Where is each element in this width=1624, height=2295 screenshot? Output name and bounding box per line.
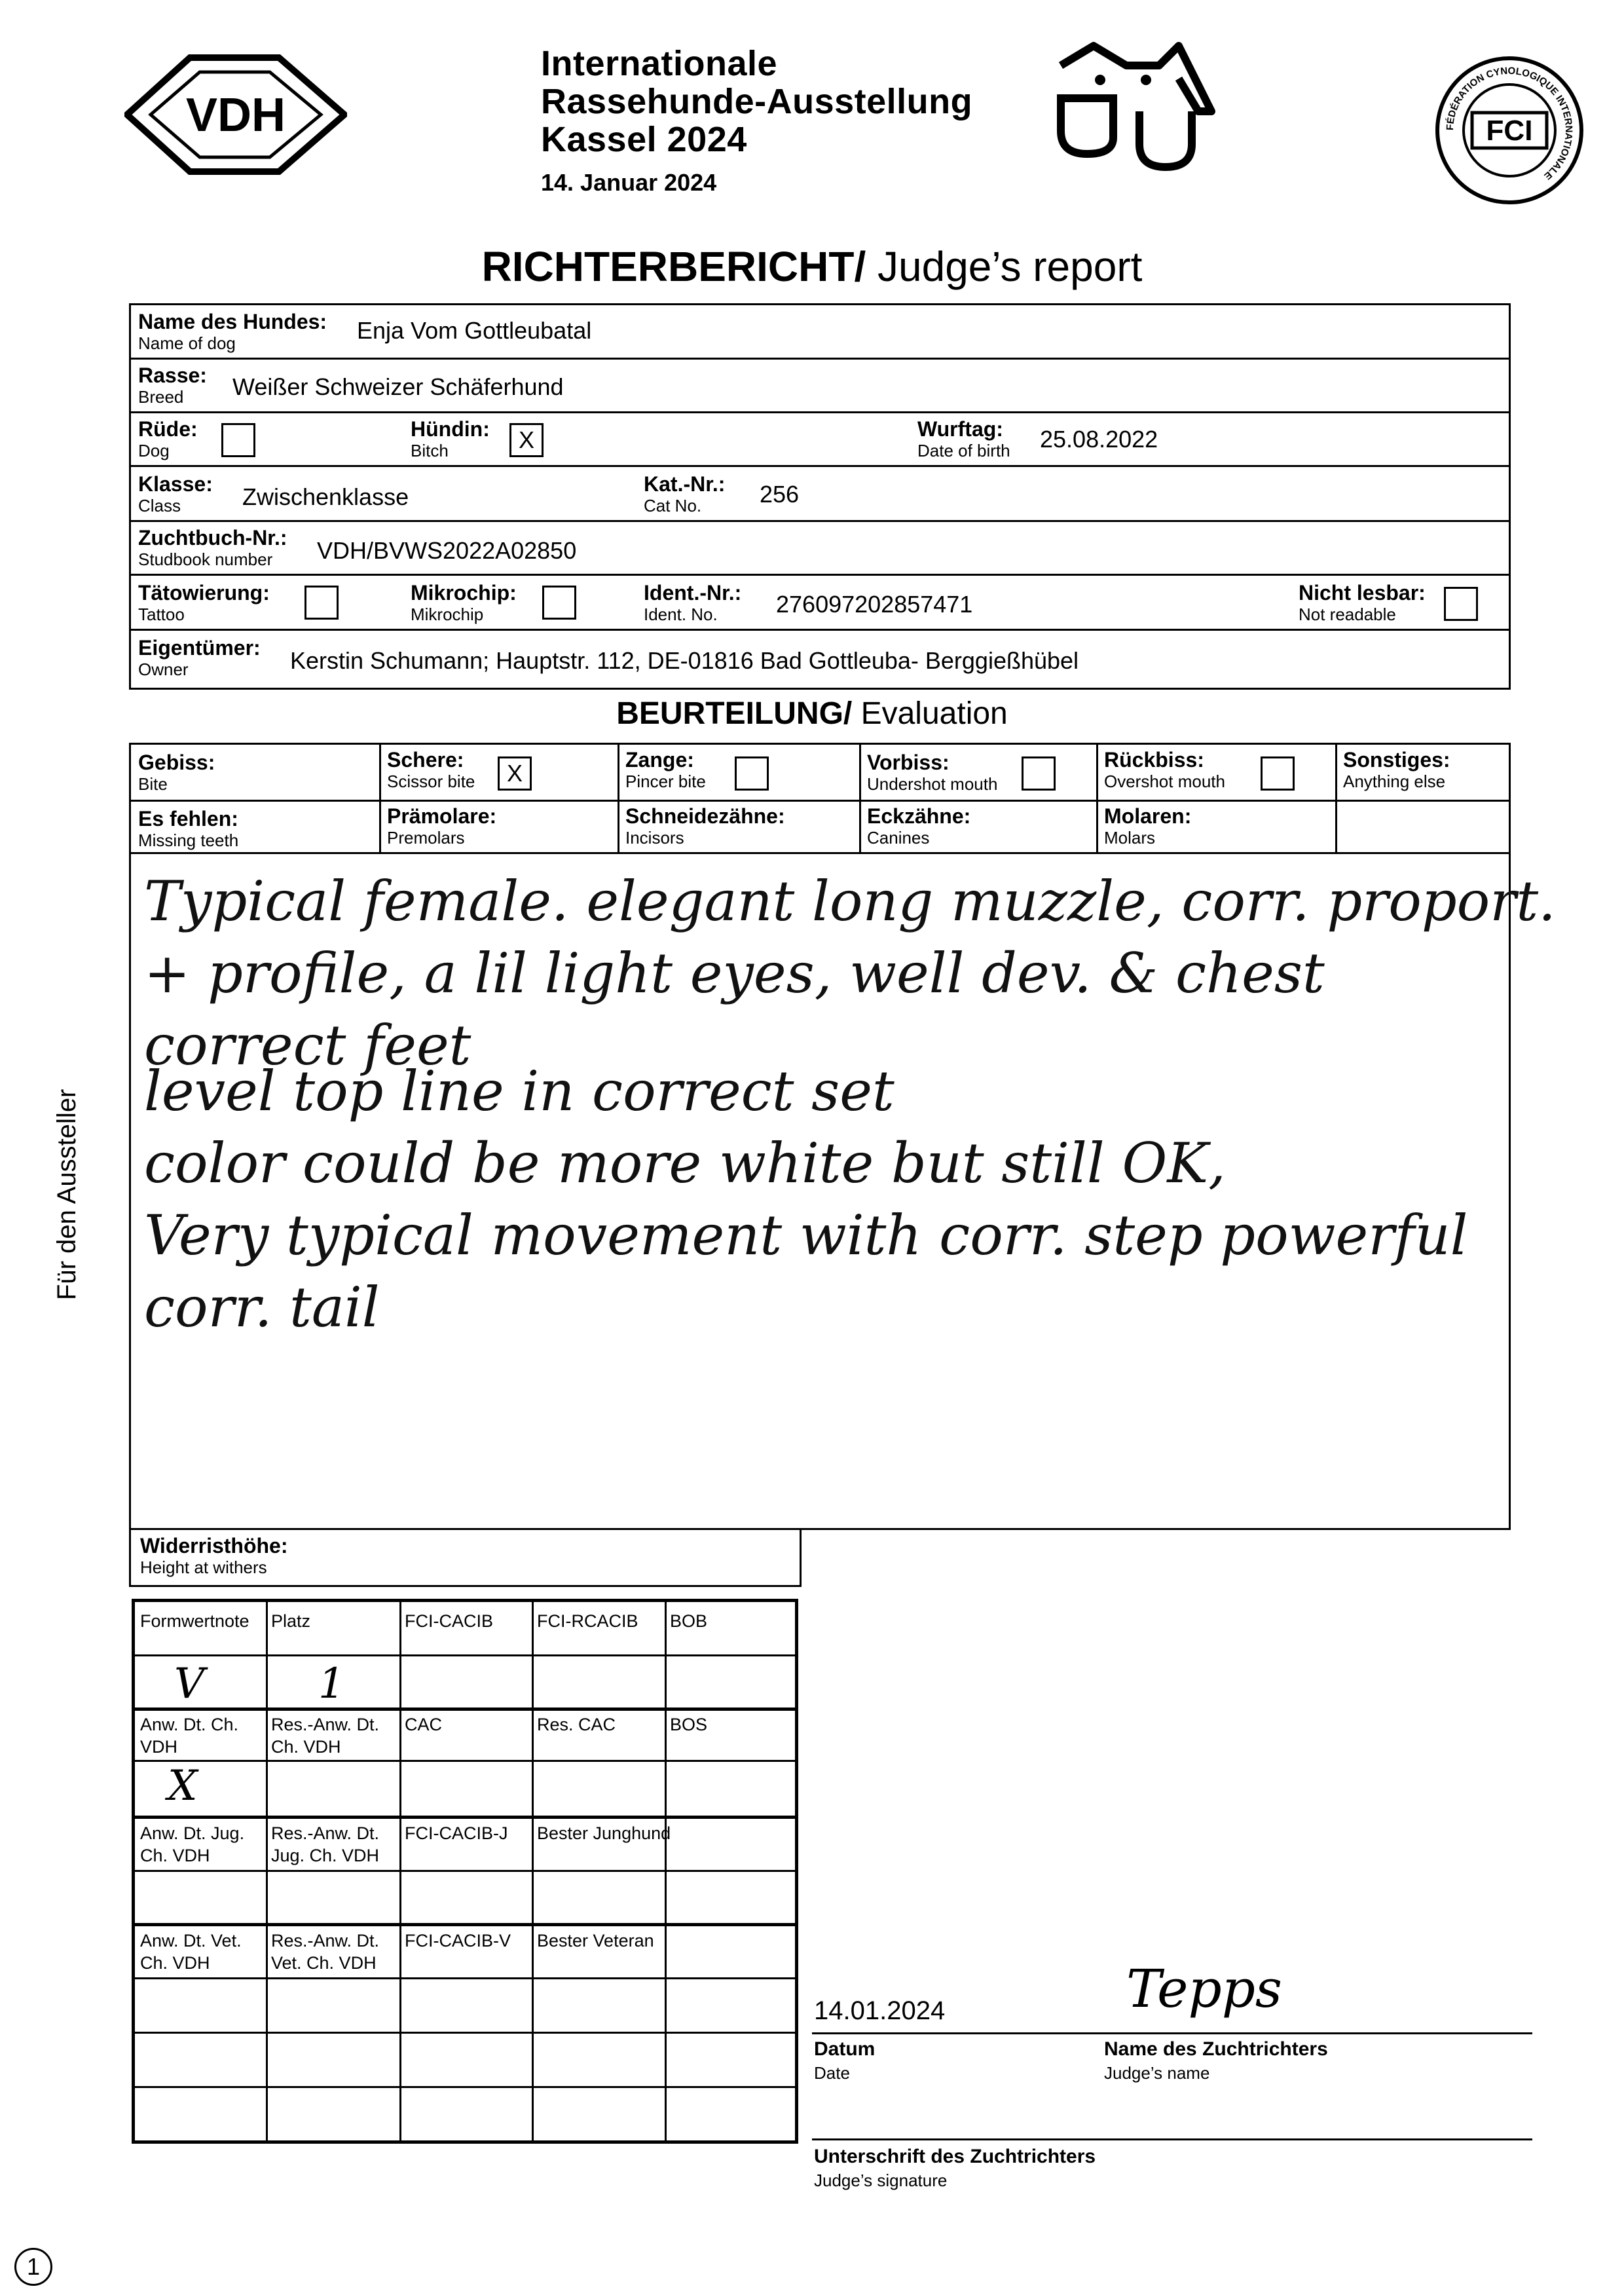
report-title-de: RICHTERBERICHT/ (481, 243, 866, 290)
canine-label: Eckzähne: (867, 804, 971, 828)
owner-sublabel: Owner (138, 660, 189, 679)
studbook-label: Zuchtbuch-Nr.: (138, 526, 287, 550)
premolar-label: Prämolare: (387, 804, 497, 828)
awards-grid (132, 1599, 798, 2144)
evaluation-line: + profile, a lil light eyes, well dev. & chest (144, 941, 1325, 1005)
breed-value: Weißer Schweizer Schäferhund (232, 373, 564, 400)
dog-name-value: Enja Vom Gottleubatal (357, 317, 592, 344)
award-header: Res. CAC (537, 1715, 616, 1734)
evaluation-table (129, 743, 1556, 1530)
side-label: Für den Aussteller (52, 1089, 81, 1300)
withers-label: Widerristhöhe: (140, 1534, 288, 1558)
page-number: 1 (14, 2248, 52, 2286)
vdh-logo (124, 52, 347, 177)
award-header: FCI-CACIB (405, 1611, 493, 1631)
award-header: Bester Veteran (537, 1931, 654, 1950)
microchip-checkbox[interactable] (542, 586, 576, 620)
incisor-label: Schneidezähne: (625, 804, 785, 828)
event-title-line: Internationale (541, 44, 778, 83)
award-header: Bester Junghund (537, 1823, 671, 1843)
evaluation-title-en: Evaluation (860, 696, 1008, 731)
fci-ring-text: FÉDÉRATION CYNOLOGIQUE INTERNATIONALE (1444, 65, 1575, 182)
ident-value: 276097202857471 (776, 591, 973, 618)
unreadable-sublabel: Not readable (1299, 605, 1396, 624)
cat-no-sublabel: Cat No. (644, 496, 702, 515)
report-title (0, 242, 1624, 291)
overshot-checkbox[interactable] (1261, 756, 1295, 791)
premolar-sublabel: Premolars (387, 828, 465, 848)
date-name-line (812, 2032, 1532, 2034)
evaluation-line: color could be more white but still OK, (144, 1131, 1226, 1195)
tattoo-sublabel: Tattoo (138, 605, 185, 624)
fci-seal (1434, 55, 1585, 206)
dog-name-sublabel: Name of dog (138, 333, 236, 353)
placement-value: 1 (318, 1660, 345, 1708)
tattoo-checkbox[interactable] (304, 586, 339, 620)
ident-sublabel: Ident. No. (644, 605, 718, 624)
evaluation-title-de: BEURTEILUNG/ (616, 696, 853, 731)
canine-sublabel: Canines (867, 828, 930, 848)
date-label: Datum (814, 2038, 876, 2060)
evaluation-line: correct feet (144, 1013, 471, 1077)
female-label: Hündin: (411, 417, 490, 441)
missing-teeth-label: Es fehlen: (138, 807, 238, 830)
signature-date: 14.01.2024 (814, 1996, 946, 2025)
award-header: FCI-RCACIB (537, 1611, 638, 1631)
unreadable-checkbox[interactable] (1444, 587, 1478, 621)
date-sublabel: Date (814, 2063, 850, 2083)
studbook-value: VDH/BVWS2022A02850 (317, 537, 577, 564)
overshot-sublabel: Overshot mouth (1104, 772, 1225, 791)
tattoo-label: Tätowierung: (138, 581, 270, 605)
cat-no-value: 256 (760, 481, 800, 508)
scissor-label: Schere: (387, 748, 464, 772)
signature-label: Unterschrift des Zuchtrichters (814, 2146, 1096, 2167)
fci-seal-text: FCI (1486, 115, 1533, 147)
breed-sublabel: Breed (138, 387, 184, 407)
molar-label: Molaren: (1104, 804, 1192, 828)
other-label: Sonstiges: (1343, 748, 1450, 772)
judge-name-label: Name des Zuchtrichters (1104, 2038, 1328, 2060)
dog-head-logo (1048, 39, 1218, 177)
signature-sublabel: Judge’s signature (814, 2171, 948, 2190)
award-header: Anw. Dt. Vet. Ch. VDH (140, 1931, 242, 1973)
evaluation-line: corr. tail (144, 1275, 380, 1339)
owner-value: Kerstin Schumann; Hauptstr. 112, DE-01816 Bad Gottleuba- Berggießhübel (290, 647, 1079, 674)
award-header: Res.-Anw. Dt. Jug. Ch. VDH (271, 1823, 380, 1865)
award-header: Platz (271, 1611, 311, 1631)
evaluation-line: Very typical movement with corr. step powerful (144, 1203, 1468, 1267)
class-value: Zwischenklasse (242, 483, 409, 510)
male-sublabel: Dog (138, 441, 170, 460)
other-sublabel: Anything else (1343, 772, 1446, 791)
missing-teeth-sublabel: Missing teeth (138, 830, 239, 850)
female-sublabel: Bitch (411, 441, 449, 460)
award-header: BOB (670, 1611, 708, 1631)
event-date: 14. Januar 2024 (541, 169, 717, 196)
cat-no-label: Kat.-Nr.: (644, 472, 726, 496)
evaluation-line: level top line in correct set (144, 1059, 895, 1123)
class-label: Klasse: (138, 472, 213, 496)
championship-mark: X (168, 1762, 198, 1810)
studbook-sublabel: Studbook number (138, 550, 273, 569)
dob-value: 25.08.2022 (1040, 426, 1158, 453)
dog-name-label: Name des Hundes: (138, 310, 327, 333)
event-title (541, 45, 972, 159)
event-title-line: Rassehunde-Ausstellung (541, 82, 973, 121)
undershot-checkbox[interactable] (1022, 756, 1056, 791)
withers-sublabel: Height at withers (140, 1558, 267, 1577)
signature-line (812, 2138, 1532, 2140)
award-header: Res.-Anw. Dt. Vet. Ch. VDH (271, 1931, 380, 1973)
dog-data-table (129, 303, 1511, 690)
award-header: CAC (405, 1715, 443, 1734)
class-sublabel: Class (138, 496, 181, 515)
bite-label: Gebiss: (138, 751, 215, 774)
vdh-logo-text: VDH (185, 89, 286, 141)
overshot-label: Rückbiss: (1104, 748, 1204, 772)
undershot-label: Vorbiss: (867, 751, 950, 774)
award-header: BOS (670, 1715, 708, 1734)
event-title-line: Kassel 2024 (541, 120, 747, 159)
report-title-en: Judge’s report (877, 243, 1143, 290)
judge-name-sublabel: Judge’s name (1104, 2063, 1210, 2083)
evaluation-line: Typical female. elegant long muzzle, corr. proport. (144, 869, 1556, 933)
award-header: Res.-Anw. Dt. Ch. VDH (271, 1715, 380, 1757)
male-label: Rüde: (138, 417, 198, 441)
evaluation-title (0, 696, 1624, 732)
award-header: Anw. Dt. Jug. Ch. VDH (140, 1823, 245, 1865)
award-header: FCI-CACIB-V (405, 1931, 511, 1950)
pincer-label: Zange: (625, 748, 694, 772)
scissor-sublabel: Scissor bite (387, 772, 475, 791)
breed-label: Rasse: (138, 364, 207, 387)
scissor-checkbox[interactable]: X (498, 756, 532, 791)
microchip-label: Mikrochip: (411, 581, 517, 605)
owner-label: Eigentümer: (138, 636, 261, 660)
dob-sublabel: Date of birth (917, 441, 1010, 460)
incisor-sublabel: Incisors (625, 828, 684, 848)
bite-sublabel: Bite (138, 774, 168, 794)
judge-signature: Tepps (1126, 1958, 1282, 2019)
withers-height-box (129, 1528, 802, 1587)
microchip-sublabel: Mikrochip (411, 605, 484, 624)
pincer-sublabel: Pincer bite (625, 772, 706, 791)
award-header: FCI-CACIB-J (405, 1823, 508, 1843)
molar-sublabel: Molars (1104, 828, 1156, 848)
male-checkbox[interactable] (221, 423, 255, 457)
pincer-checkbox[interactable] (735, 756, 769, 791)
award-header: Anw. Dt. Ch. VDH (140, 1715, 239, 1757)
unreadable-label: Nicht lesbar: (1299, 581, 1426, 605)
undershot-sublabel: Undershot mouth (867, 774, 998, 794)
female-checkbox[interactable]: X (509, 423, 544, 457)
dob-label: Wurftag: (917, 417, 1003, 441)
award-header: Formwertnote (140, 1611, 249, 1631)
ident-label: Ident.-Nr.: (644, 581, 742, 605)
grade-value: V (174, 1660, 205, 1708)
